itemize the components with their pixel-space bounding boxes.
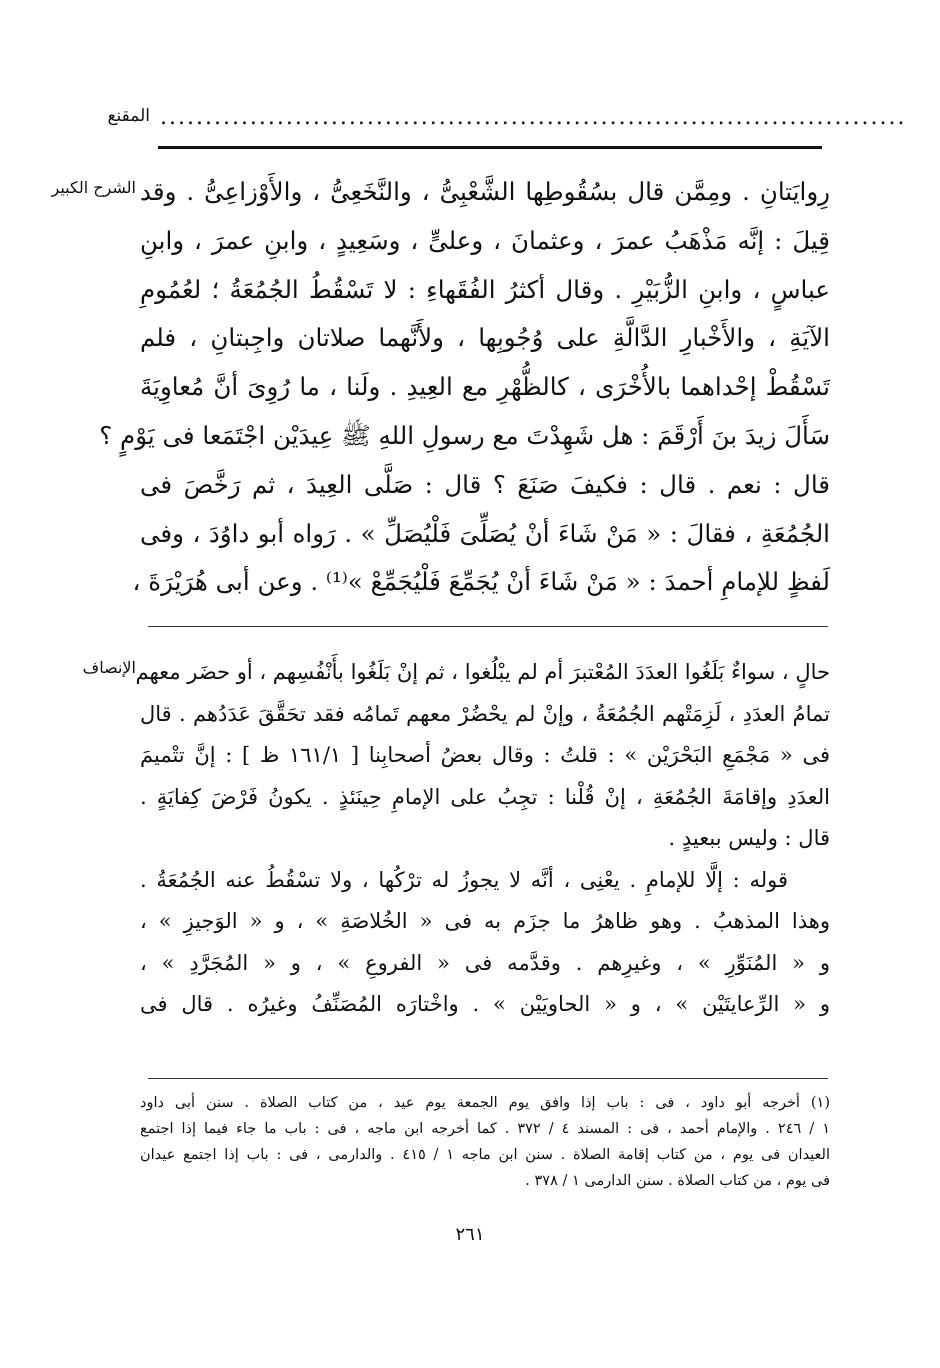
footnotes-block: [140, 1090, 830, 1194]
sharh-line: قال : نعم . قال : فكيفَ صَنَعَ ؟ قال : صَلَّى العِيدَ ، ثم رَخَّصَ فى: [140, 469, 830, 499]
insaf-line: قال : وليس ببعيدٍ .: [668, 826, 830, 850]
margin-label-sharh: الشرح الكبير: [51, 178, 136, 197]
sharh-line: لَفظٍ للإمامِ أحمدَ : « مَنْ شَاءَ أنْ يُجَمِّعَ فَلْيُجَمِّعْ »⁽¹⁾ . وعن أبى هُرَيْرَةَ ،: [132, 567, 830, 597]
insaf-text-block: [135, 652, 830, 1026]
header-dotted-leader: ...................................................................................: [160, 105, 907, 130]
sharh-line: سَأَلَ زيدَ بنَ أَرْقَمَ : هل شَهِدْتَ مع رسولِ اللهِ ﷺ عِيدَيْن اجْتَمَعا فى يَوْمٍ ؟: [99, 420, 830, 450]
insaf-line: العدَدِ وإقامَةَ الجُمُعَةِ ، إنْ قُلْنا : تجِبُ على الإمامِ حِينَئذٍ . يكونُ فَرْضَ كِفايَةٍ .: [140, 784, 830, 809]
footnote-line: فى يوم ، من كتاب الصلاة . سنن الدارمى ١ / ٣٧٨ .: [525, 1173, 830, 1189]
footnote-separator: [148, 1078, 828, 1079]
insaf-line: فى « مَجْمَعِ البَحْرَيْن » : قلتُ : وقال بعضُ أصحابِنا [ ١٦١/١ ظ ] : إنَّ تتْميمَ: [140, 743, 830, 767]
margin-label-insaf: الإنصاف: [82, 658, 136, 677]
section-separator: [148, 626, 828, 627]
header-rule: [158, 146, 822, 149]
page-number: ٢٦١: [455, 1224, 485, 1245]
sharh-line: الجُمُعَةِ ، فقالَ : « مَنْ شَاءَ أنْ يُصَلِّىَ فَلْيُصَلِّ » . رَواه أبو داوُدَ ، وفى: [140, 518, 830, 548]
insaf-line: حالٍ ، سواءٌ بَلَغُوا العدَدَ المُعْتبرَ أم لم يبْلُغوا ، ثم إنْ بَلَغُوا بأَنْفُسِهم ، أو حضَر معهم: [135, 660, 830, 684]
footnote-line: ١ / ٢٤٦ . والإمام أحمد ، فى : المسند ٤ / ٣٧٢ . كما أخرجه ابن ماجه ، فى : باب ما جاء فيما إذا اجتمع: [140, 1121, 830, 1137]
insaf-line: و « الرِّعايتَيْن » ، و « الحاويَيْن » . واخْتارَه المُصَنِّفُ وغيرُه . قال فى: [140, 992, 830, 1016]
insaf-line: تمامُ العدَدِ ، لَزِمَتْهم الجُمُعَةُ ، وإنْ لم يحْضُرْ معهم تَمامُه فقد تحَقَّقَ عَدَدُهم . قال: [140, 701, 830, 726]
sharh-line: رِوايَتانِ . ومِمَّن قال بسُقُوطِها الشَّعْبِىُّ ، والنَّخَعِىُّ ، والأَوْزاعِىُّ . وقد: [140, 177, 830, 206]
sharh-line: عباسٍ ، وابنِ الزُّبَيْرِ . وقال أكثرُ الفُقَهاءِ : لا تَسْقُطُ الجُمُعَةُ ؛ لعُمُومِ: [140, 274, 830, 304]
insaf-line: قوله : إلَّا للإمامِ . يعْنِى ، أنَّه لا يجوزُ له ترْكُها ، ولا تسْقُطُ عنه الجُمُعَةُ .: [140, 867, 788, 892]
sharh-text-block: [99, 168, 830, 607]
sharh-line: الآيَةِ ، والأَخْبارِ الدَّالَّةِ على وُجُوبِها ، ولأَنَّهما صلاتان واجِبتانِ ، فلم: [140, 323, 830, 353]
insaf-line: و « المُنَوِّرِ » ، وغيرِهم . وقدَّمه فى « الفروعِ » ، و « المُجَرَّدِ » ،: [140, 950, 830, 975]
footnote-line: العيدان فى يوم ، من كتاب إقامة الصلاة . سنن ابن ماجه ١ / ٤١٥ . والدارمى ، فى : باب إذا اجتمع عيدان: [140, 1147, 830, 1163]
insaf-line: وهذا المذهبُ . وهو ظاهرُ ما جزَم به فى « الخُلاصَةِ » ، و « الوَجيزِ » ،: [140, 909, 830, 933]
sharh-line: قِيلَ : إنَّه مَذْهَبُ عمرَ ، وعثمانَ ، وعلىٍّ ، وسَعِيدٍ ، وابنِ عمرَ ، وابنِ: [140, 225, 830, 255]
footnote-line: (١) أخرجه أبو داود ، فى : باب إذا وافق يوم الجمعة يوم عيد ، من كتاب الصلاة . سنن أبى داود: [140, 1095, 830, 1111]
running-header-title: المقنع: [107, 106, 150, 126]
sharh-line: تَسْقُطْ إحْداهما بالأُخْرَى ، كالظُّهْرِ مع العِيدِ . ولَنا ، ما رُوِىَ أنَّ مُعاوِيَةَ: [140, 372, 830, 402]
